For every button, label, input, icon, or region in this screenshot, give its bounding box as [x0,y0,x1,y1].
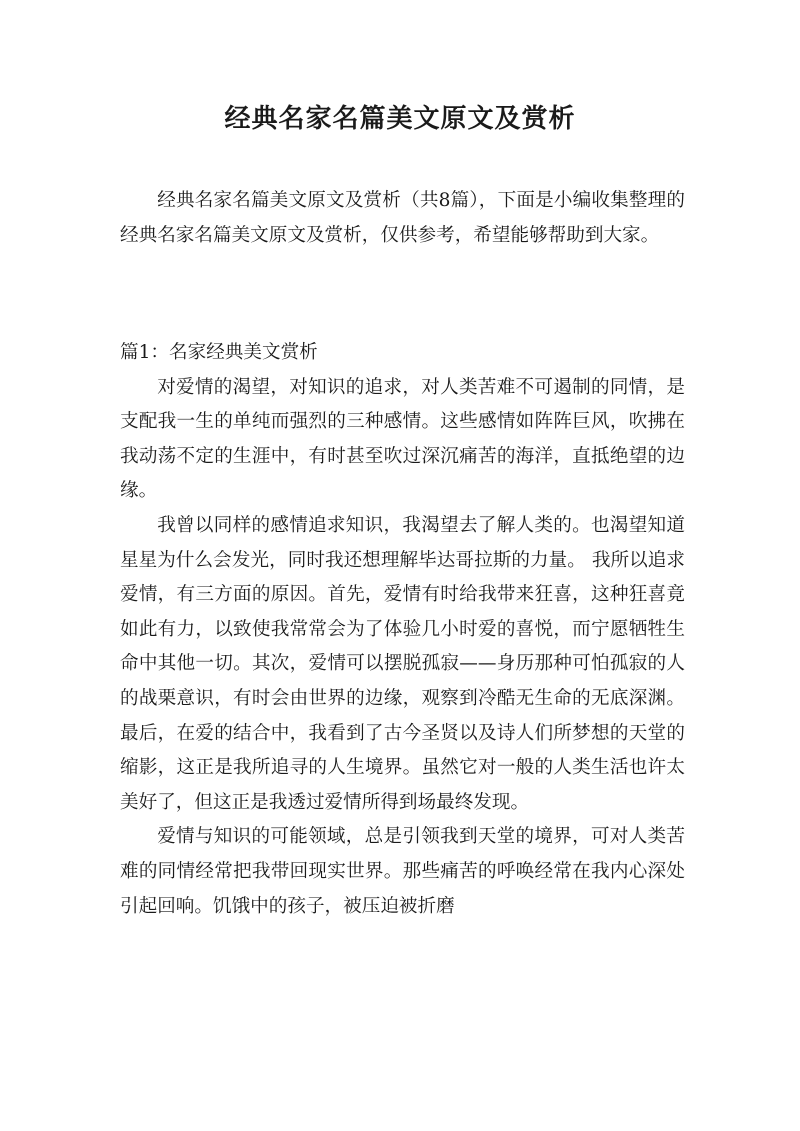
section-heading: 篇1：名家经典美文赏析 [120,342,318,363]
body-paragraph: 对爱情的渴望，对知识的追求，对人类苦难不可遏制的同情，是支配我一生的单纯而强烈的三种感情。这些感情如阵阵巨风，吹拂在我动荡不定的生涯中，有时甚至吹过深沉痛苦的海洋，直抵绝望的边缘。 [120,376,685,502]
section-block [120,336,685,924]
body-paragraph: 爱情与知识的可能领域，总是引领我到天堂的境界，可对人类苦难的同情经常把我带回现实世界。那些痛苦的呼唤经常在我内心深处引起回响。饥饿中的孩子，被压迫被折磨 [120,826,685,917]
intro-paragraph: 经典名家名篇美文原文及赏析（共8篇），下面是小编收集整理的经典名家名篇美文原文及赏析，仅供参考，希望能够帮助到大家。 [120,190,685,246]
intro-block [120,184,685,253]
body-paragraph: 我曾以同样的感情追求知识，我渴望去了解人类的。也渴望知道星星为什么会发光，同时我还想理解毕达哥拉斯的力量。 我所以追求爱情，有三方面的原因。首先，爱情有时给我带来狂喜，这种狂喜竟如此有力，以致使我常常会为了体验几小时爱的喜悦，而宁愿牺牲生命中其他一切。其次，爱情可以摆脱孤寂——身历那种可怕孤寂的人的战栗意识，有时会由世界的边缘，观察到冷酷无生命的无底深渊。最后，在爱的结合中，我看到了古今圣贤以及诗人们所梦想的天堂的缩影，这正是我所追寻的人生境界。虽然它对一般的人类生活也许太美好了，但这正是我透过爱情所得到场最终发现。 [120,514,685,813]
document-title: 经典名家名篇美文原文及赏析 [224,104,576,134]
